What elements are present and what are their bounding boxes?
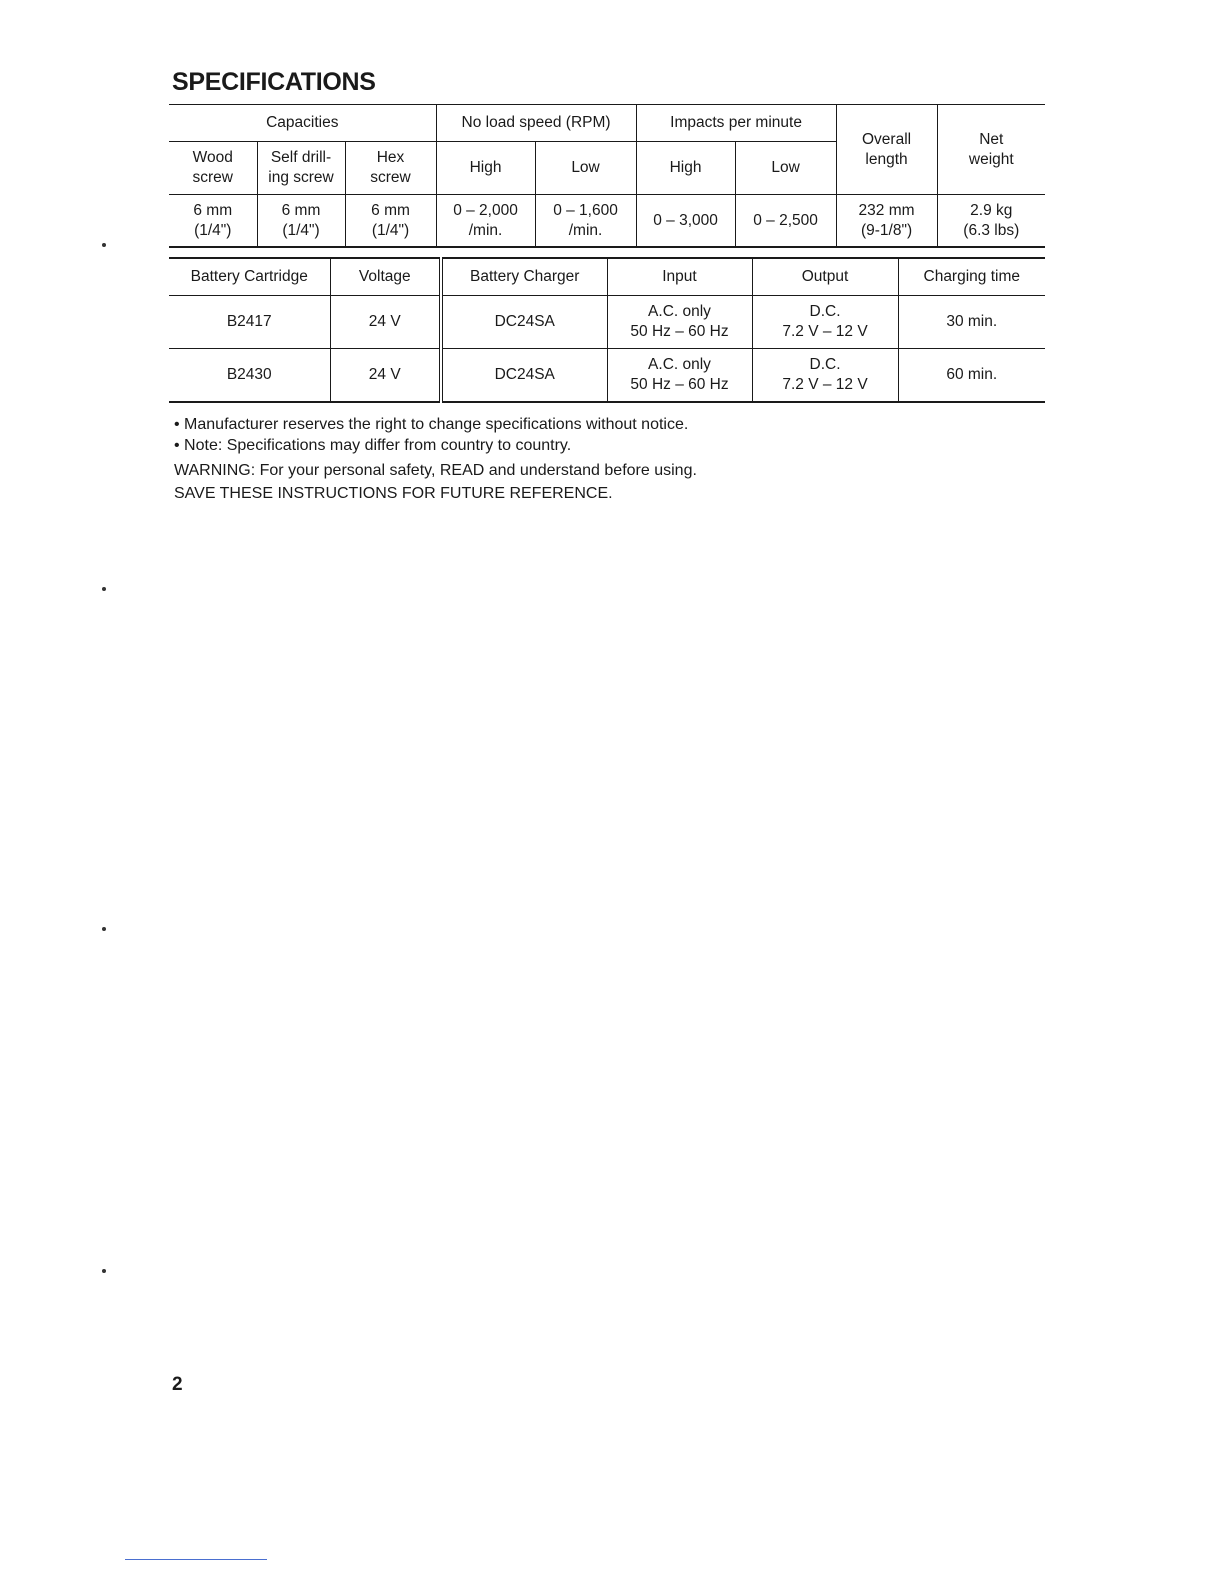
value-hex-screw-imperial: (1/4") bbox=[371, 221, 410, 239]
value-self-drilling-imperial: (1/4") bbox=[282, 221, 320, 239]
header-capacities: Capacities bbox=[169, 105, 436, 142]
header-input: Input bbox=[607, 258, 752, 296]
value-speed-low-range: 0 – 1,600 bbox=[553, 201, 618, 219]
hex-screw-label: Hex screw bbox=[370, 149, 411, 186]
save-instructions-text: SAVE THESE INSTRUCTIONS FOR FUTURE REFERENCE. bbox=[174, 485, 613, 502]
cell-input bbox=[607, 349, 752, 403]
value-length-metric: 232 mm bbox=[858, 201, 915, 219]
value-hex-screw bbox=[345, 195, 436, 248]
value-self-drilling-metric: 6 mm bbox=[281, 201, 321, 219]
value-speed-high-range: 0 – 2,000 bbox=[453, 201, 518, 219]
value-wood-screw bbox=[169, 195, 257, 248]
note-country: • Note: Specifications may differ from country to country. bbox=[174, 437, 572, 454]
note-manufacturer: • Manufacturer reserves the right to change specifications without notice. bbox=[174, 416, 689, 433]
specifications-table bbox=[169, 104, 1045, 248]
cell-output-type: D.C. bbox=[809, 356, 841, 373]
cell-voltage: 24 V bbox=[330, 349, 441, 403]
value-wood-screw-metric: 6 mm bbox=[193, 201, 233, 219]
cell-output-type: D.C. bbox=[809, 303, 841, 320]
header-output: Output bbox=[752, 258, 898, 296]
value-impact-high: 0 – 3,000 bbox=[636, 195, 735, 248]
cell-voltage: 24 V bbox=[330, 296, 441, 349]
battery-charger-table bbox=[169, 257, 1045, 403]
cell-input-frequency: 50 Hz – 60 Hz bbox=[630, 323, 729, 340]
cell-output-voltage: 7.2 V – 12 V bbox=[782, 376, 868, 393]
footer-divider bbox=[125, 1559, 267, 1560]
header-overall-length bbox=[836, 105, 937, 195]
value-speed-high bbox=[436, 195, 535, 248]
header-speed-low: Low bbox=[535, 142, 636, 195]
margin-dot bbox=[102, 587, 106, 591]
value-weight-imperial: (6.3 lbs) bbox=[963, 221, 1020, 239]
cell-charger: DC24SA bbox=[441, 296, 607, 349]
value-wood-screw-imperial: (1/4") bbox=[194, 221, 232, 239]
header-hex-screw bbox=[345, 142, 436, 195]
header-impact-high: High bbox=[636, 142, 735, 195]
overall-length-label: Overall length bbox=[861, 130, 912, 168]
page-heading: SPECIFICATIONS bbox=[172, 68, 376, 96]
header-self-drilling-screw bbox=[257, 142, 345, 195]
wood-screw-label: Wood screw bbox=[192, 149, 233, 186]
value-impact-low: 0 – 2,500 bbox=[735, 195, 836, 248]
value-length-imperial: (9-1/8") bbox=[860, 221, 913, 239]
page-number: 2 bbox=[172, 1374, 183, 1395]
cell-charging-time: 30 min. bbox=[898, 296, 1045, 349]
cell-input-type: A.C. only bbox=[648, 303, 711, 320]
notes-block bbox=[174, 414, 697, 504]
header-wood-screw bbox=[169, 142, 257, 195]
value-weight-metric: 2.9 kg bbox=[970, 201, 1013, 219]
margin-dot bbox=[102, 1269, 106, 1273]
header-battery-charger: Battery Charger bbox=[441, 258, 607, 296]
header-no-load-speed: No load speed (RPM) bbox=[436, 105, 636, 142]
value-speed-low-unit: /min. bbox=[568, 221, 603, 239]
cell-input bbox=[607, 296, 752, 349]
header-charging-time: Charging time bbox=[898, 258, 1045, 296]
value-self-drilling bbox=[257, 195, 345, 248]
header-voltage: Voltage bbox=[330, 258, 441, 296]
cell-output-voltage: 7.2 V – 12 V bbox=[782, 323, 868, 340]
self-drilling-label: Self drill- ing screw bbox=[268, 149, 334, 186]
cell-charger: DC24SA bbox=[441, 349, 607, 403]
cell-input-type: A.C. only bbox=[648, 356, 711, 373]
header-net-weight bbox=[937, 105, 1045, 195]
cell-input-frequency: 50 Hz – 60 Hz bbox=[630, 376, 729, 393]
warning-text: WARNING: For your personal safety, READ and understand before using. bbox=[174, 462, 697, 479]
value-hex-screw-metric: 6 mm bbox=[371, 201, 410, 219]
table-row bbox=[169, 296, 1045, 349]
value-overall-length bbox=[836, 195, 937, 248]
value-speed-high-unit: /min. bbox=[468, 221, 503, 239]
margin-dot bbox=[102, 243, 106, 247]
table-row bbox=[169, 349, 1045, 403]
cell-cartridge: B2430 bbox=[169, 349, 330, 403]
cell-cartridge: B2417 bbox=[169, 296, 330, 349]
cell-output bbox=[752, 296, 898, 349]
header-battery-cartridge: Battery Cartridge bbox=[169, 258, 330, 296]
value-speed-low bbox=[535, 195, 636, 248]
header-impacts-per-minute: Impacts per minute bbox=[636, 105, 836, 142]
net-weight-label: Net weight bbox=[968, 130, 1014, 168]
margin-dot bbox=[102, 927, 106, 931]
cell-output bbox=[752, 349, 898, 403]
header-speed-high: High bbox=[436, 142, 535, 195]
cell-charging-time: 60 min. bbox=[898, 349, 1045, 403]
header-impact-low: Low bbox=[735, 142, 836, 195]
value-net-weight bbox=[937, 195, 1045, 248]
